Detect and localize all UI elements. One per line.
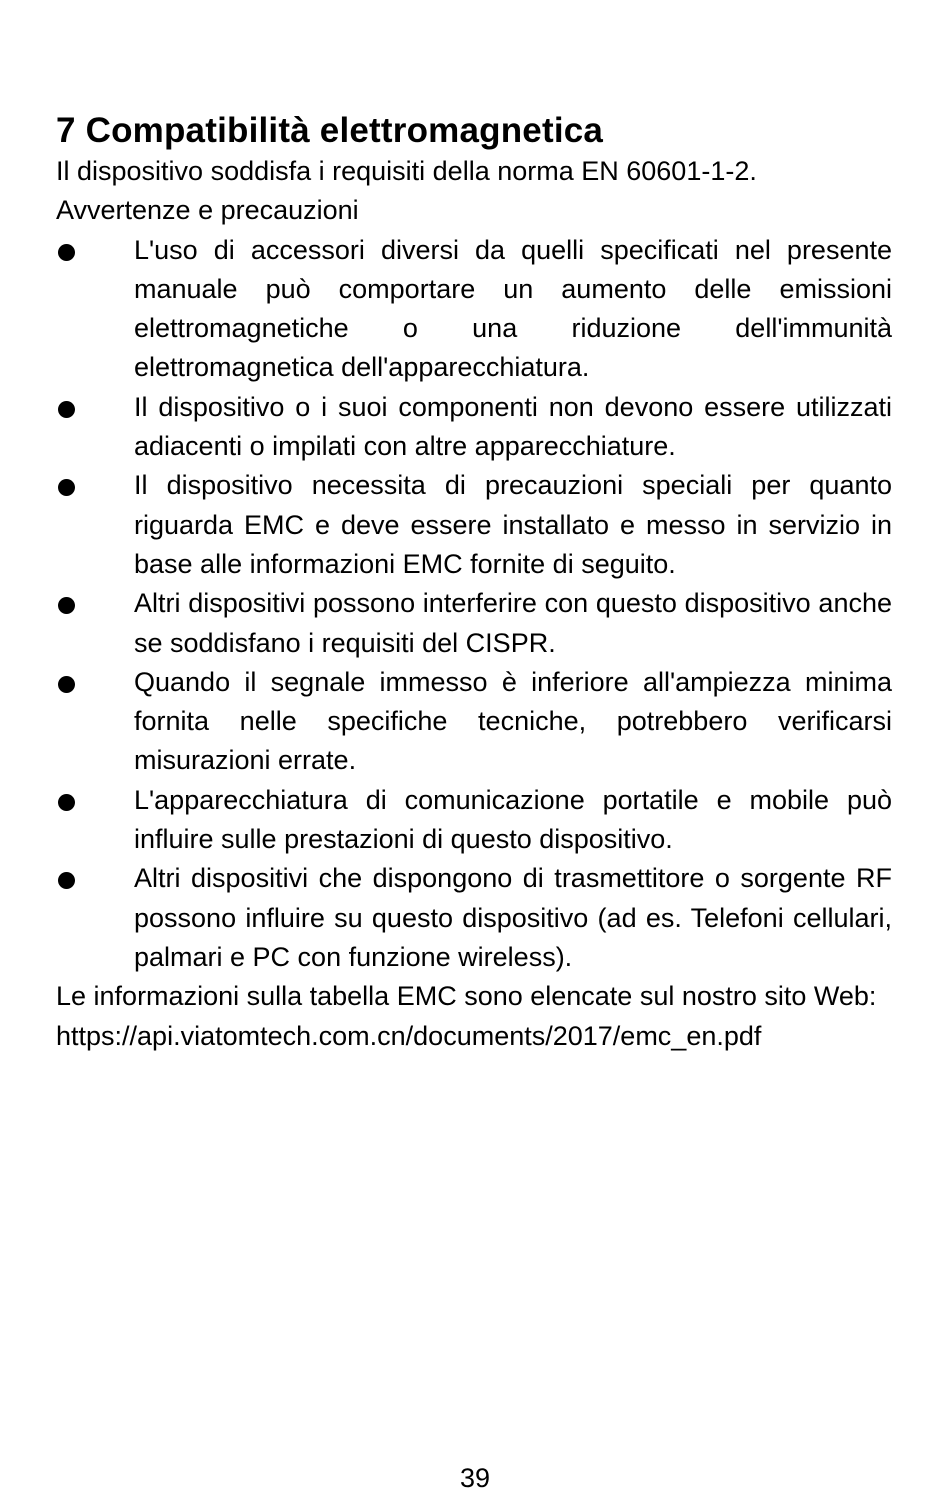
list-item: [56, 859, 892, 977]
list-item-text: Il dispositivo necessita di precauzioni speciali per quanto riguarda EMC e deve essere installato e messo in servizio in base alle informazioni EMC fornite di seguito.: [134, 470, 892, 579]
warnings-list: [56, 231, 892, 978]
warnings-subheading: Avvertenze e precauzioni: [56, 195, 359, 226]
list-item-text: Il dispositivo o i suoi componenti non devono essere utilizzati adiacenti o impilati con altre apparecchiature.: [134, 391, 892, 462]
list-item-text: Altri dispositivi possono interferire con questo dispositivo anche se soddisfano i requisiti del CISPR.: [134, 588, 892, 658]
list-item-text: L'apparecchiatura di comunicazione portatile e mobile può influire sulle prestazioni di questo dispositivo.: [134, 784, 892, 855]
list-item: [56, 231, 892, 388]
bullet-icon: [58, 597, 75, 614]
list-item-text: Quando il segnale immesso è inferiore all'ampiezza minima fornita nelle specifiche tecniche, potrebbero verificarsi misurazioni errate.: [134, 666, 892, 776]
list-item: [56, 781, 892, 860]
bullet-icon: [58, 794, 75, 811]
bullet-icon: [58, 872, 75, 889]
list-item-text: Altri dispositivi che dispongono di trasmettitore o sorgente RF possono influire su questo dispositivo (ad es. Telefoni cellulari, palmari e PC con funzione wireless).: [134, 863, 892, 972]
bullet-icon: [58, 676, 75, 693]
intro-paragraph: Il dispositivo soddisfa i requisiti della norma EN 60601-1-2.: [56, 156, 757, 186]
bullet-icon: [58, 401, 75, 418]
list-item: [56, 663, 892, 781]
closing-paragraph: Le informazioni sulla tabella EMC sono elencate sul nostro sito Web:: [56, 981, 877, 1012]
bullet-icon: [58, 244, 75, 261]
document-page: [56, 110, 892, 1056]
list-item-text: L'uso di accessori diversi da quelli specificati nel presente manuale può comportare un aumento delle emissioni elettromagnetiche o una riduzione dell'immunità elettromagnetica dell'apparecchiatura.: [134, 234, 892, 383]
section-heading: 7 Compatibilità elettromagnetica: [56, 111, 604, 150]
emc-table-url: https://api.viatomtech.com.cn/documents/2017/emc_en.pdf: [56, 1020, 762, 1051]
page-number: 39: [459, 1463, 491, 1493]
list-item: [56, 584, 892, 663]
list-item: [56, 388, 892, 467]
list-item: [56, 466, 892, 584]
bullet-icon: [58, 479, 75, 496]
